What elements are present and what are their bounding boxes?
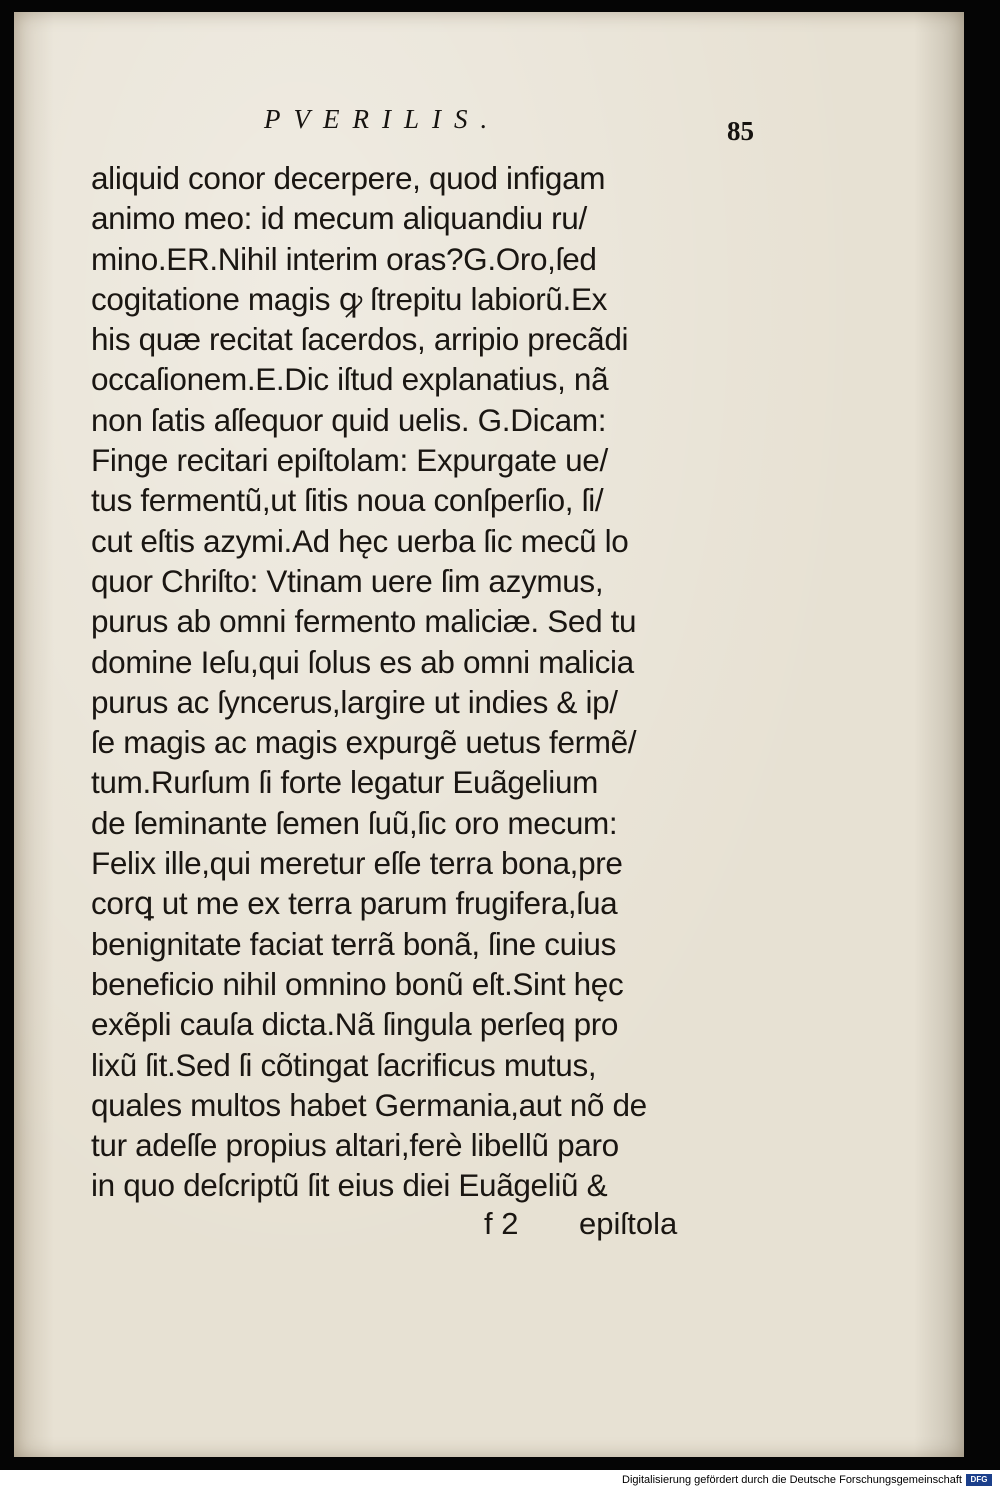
text-line: exẽpli cauſa dicta.Nã ſingula perſeq pro	[91, 1006, 619, 1043]
running-head: PVERILIS.	[264, 104, 501, 134]
text-line: de ſeminante ſemen ſuũ,ſic oro mecum:	[91, 804, 618, 841]
text-line: Felix ille,qui meretur eſſe terra bona,pre	[91, 845, 623, 882]
footer-credit: Digitalisierung gefördert durch die Deutsche Forschungsgemeinschaft	[622, 1474, 962, 1486]
text-line: animo meo: id mecum aliquandiu ru/	[91, 200, 587, 237]
text-line: non ſatis aſſequor quid uelis. G.Dicam:	[91, 401, 607, 438]
text-line: cogitatione magis ꝙ ſtrepitu labiorũ.Ex	[91, 280, 608, 317]
text-line: tum.Rurſum ſi forte legatur Euãgelium	[91, 764, 599, 801]
text-line: quor Chriſto: Vtinam uere ſim azymus,	[91, 562, 604, 599]
text-line: Finge recitari epiſtolam: Expurgate ue/	[91, 442, 608, 479]
catchword: epiſtola	[579, 1206, 678, 1241]
text-line: aliquid conor decerpere, quod infigam	[91, 160, 606, 196]
text-line: mino.ER.Nihil interim oras?G.Oro,ſed	[91, 240, 597, 277]
text-line: his quæ recitat ſacerdos, arripio precãdi	[91, 321, 629, 358]
dfg-logo: DFG	[966, 1474, 992, 1486]
text-line: in quo deſcriptũ ſit eius diei Euãgeliũ &	[91, 1167, 608, 1204]
text-line: quales multos habet Germania,aut nõ de	[91, 1086, 647, 1123]
text-line: benignitate faciat terrã bonã, ſine cuius	[91, 925, 616, 962]
page-number: 85	[727, 116, 754, 146]
text-line: purus ac ſyncerus,largire ut indies & ip/	[91, 683, 618, 720]
text-line: purus ab omni fermento maliciæ. Sed tu	[91, 603, 637, 640]
body-text	[91, 158, 711, 1206]
text-line: ſe magis ac magis expurgẽ uetus fermẽ/	[91, 724, 637, 761]
text-line: corꝗ ut me ex terra parum frugifera,ſua	[91, 885, 618, 922]
text-line: domine Ieſu,qui ſolus es ab omni malicia	[91, 643, 634, 680]
text-line: occaſionem.E.Dic iſtud explanatius, nã	[91, 361, 609, 398]
text-line: tur adeſſe propius altari,ferè libellũ paro	[91, 1127, 619, 1164]
text-line: tus fermentũ,ut ſitis noua conſperſio, ſi/	[91, 482, 604, 519]
text-line: cut eſtis azymi.Ad hęc uerba ſic mecũ lo	[91, 522, 629, 559]
signature-mark: f 2	[484, 1206, 519, 1241]
book-page	[14, 12, 964, 1457]
text-line: lixũ ſit.Sed ſi cõtingat ſacrificus mutus,	[91, 1046, 597, 1083]
text-line: beneficio nihil omnino bonũ eſt.Sint hęc	[91, 965, 624, 1002]
